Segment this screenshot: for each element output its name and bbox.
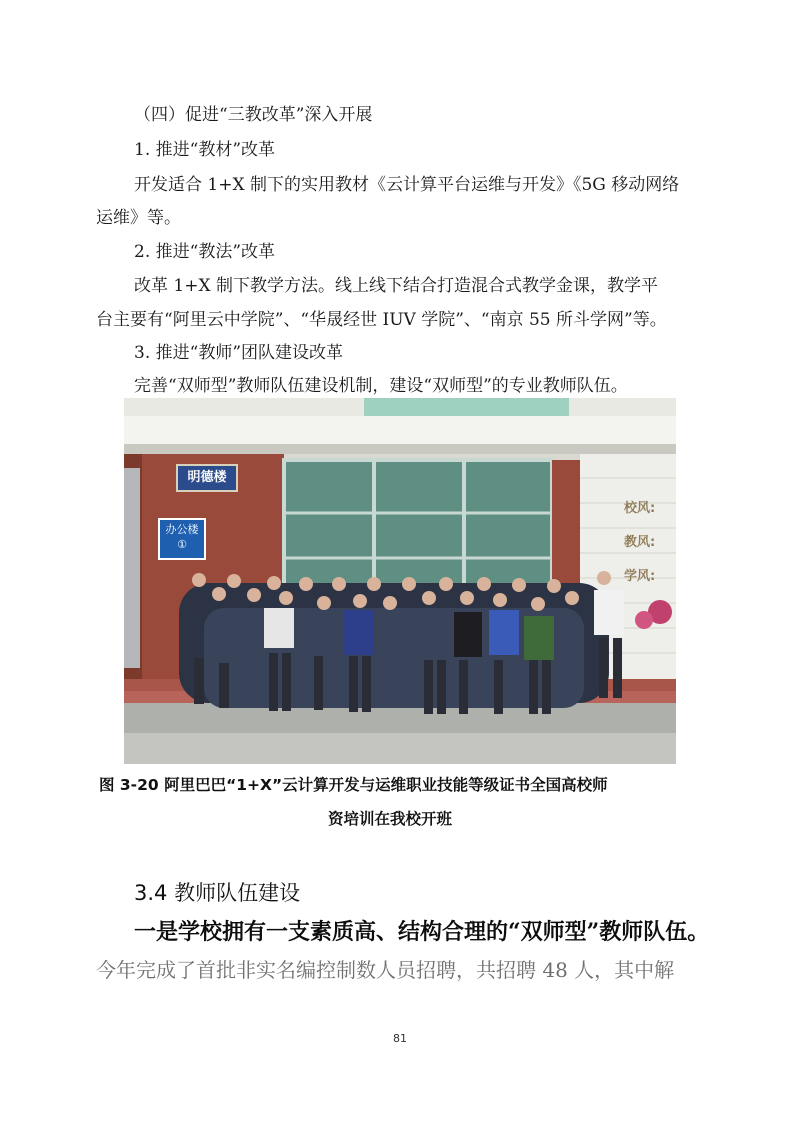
wall-text <box>624 492 676 594</box>
item2-title: 2. 推进“教法”改革 <box>134 242 276 262</box>
gray-paragraph: 今年完成了首批非实名编控制数人员招聘，共招聘 48 人，其中解 <box>96 958 675 982</box>
section-heading: （四）促进“三教改革”深入开展 <box>134 105 373 125</box>
section-3-4-heading: 3.4 教师队伍建设 <box>134 881 301 905</box>
item1-title: 1. 推进“教材”改革 <box>134 140 276 160</box>
figure-caption-line2: 资培训在我校开班 <box>328 810 453 828</box>
wall-text-1: 校风: <box>624 501 656 516</box>
bold-paragraph: 一是学校拥有一支素质高、结构合理的“双师型”教师队伍。 <box>134 919 710 945</box>
figure-caption-line1: 图 3-20 阿里巴巴“1+X”云计算开发与运维职业技能等级证书全国高校师 <box>99 776 608 794</box>
wall-text-3: 学风: <box>624 569 656 584</box>
wall-text-2: 教风: <box>624 535 656 550</box>
item1-line2: 运维》等。 <box>96 208 181 228</box>
item2-line2: 台主要有“阿里云中学院”、“华晟经世 IUV 学院”、“南京 55 所斗学网”等。 <box>96 310 667 330</box>
office-sign-line2: ① <box>177 538 187 551</box>
office-sign <box>158 518 206 560</box>
item3-title: 3. 推进“教师”团队建设改革 <box>134 343 344 363</box>
item3-line1: 完善“双师型”教师队伍建设机制，建设“双师型”的专业教师队伍。 <box>134 376 628 396</box>
group-photo <box>124 398 676 764</box>
page-number: 81 <box>393 1032 407 1045</box>
item1-line1: 开发适合 1+X 制下的实用教材《云计算平台运维与开发》《5G 移动网络 <box>134 175 680 195</box>
office-sign-line1: 办公楼 <box>165 523 199 536</box>
item2-line1: 改革 1+X 制下教学方法。线上线下结合打造混合式教学金课，教学平 <box>134 276 658 296</box>
building-sign: 明德楼 <box>176 464 238 492</box>
